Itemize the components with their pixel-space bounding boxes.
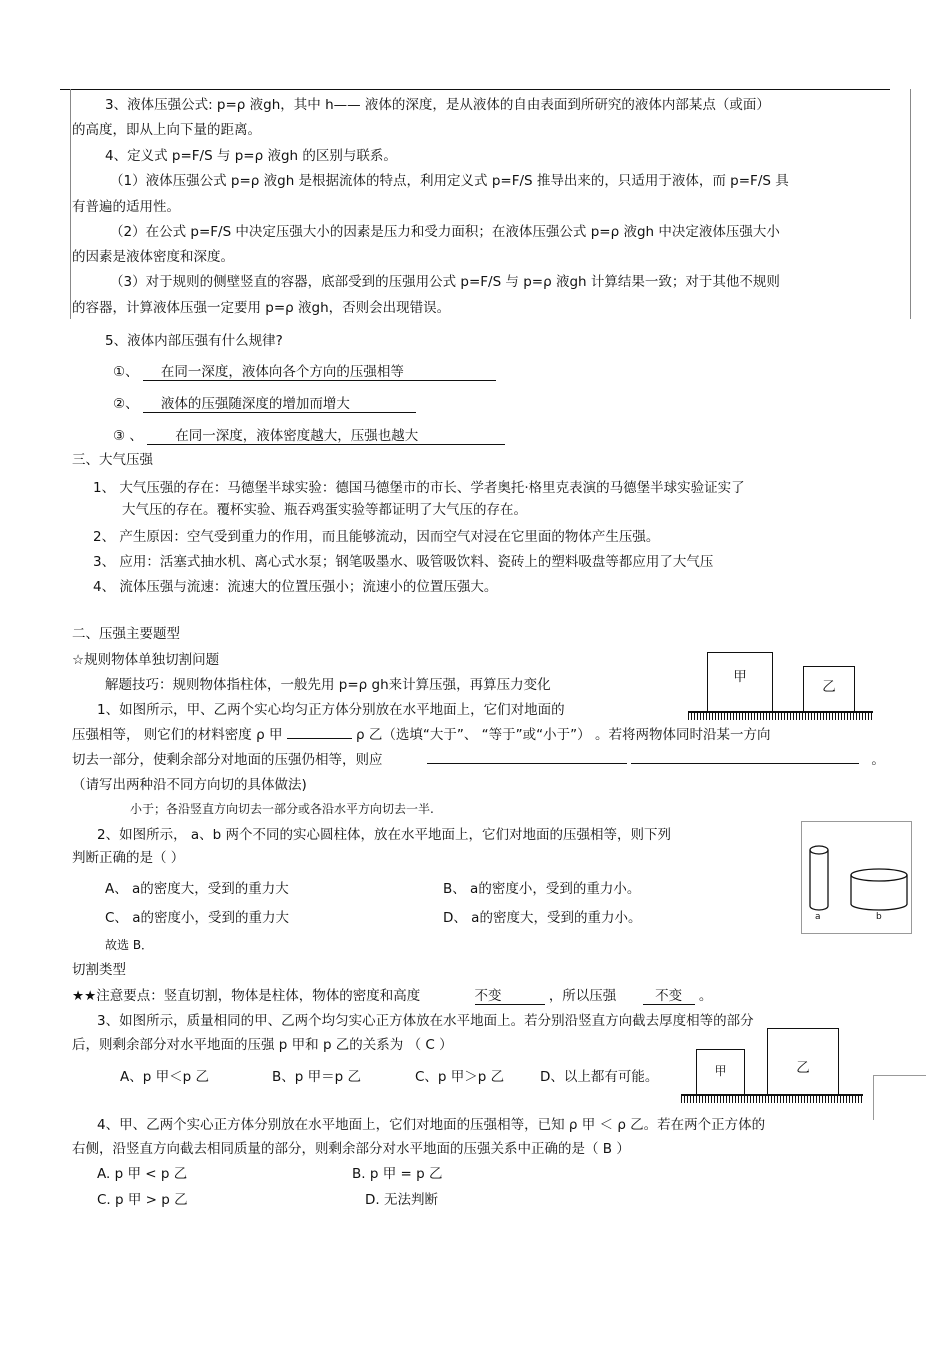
s3-line1: 3、液体压强公式: p=ρ 液gh，其中 h—— 液体的深度，是从液体的自由表面到所研究的液体内部某点（或面） (105, 97, 770, 113)
s3-line4: （1）液体压强公式 p=ρ 液gh 是根据流体的特点，利用定义式 p=F/S 推导出来的，只适用于液体，而 p=F/S 具 (110, 173, 789, 189)
s5-rule2 (113, 395, 416, 413)
q1-blank-method1[interactable] (427, 763, 627, 764)
q3-option-b: B、p 甲＝p 乙 (272, 1069, 361, 1085)
q1-line2-pre: 压强相等， 则它们的材料密度 ρ 甲 (72, 727, 283, 743)
q1-answer: 小于；各沿竖直方向切去一部分或各沿水平方向切去一半. (130, 802, 434, 816)
note-line (72, 987, 712, 1005)
s3-line8: （3）对于规则的侧壁竖直的容器，底部受到的压强用公式 p=F/S 与 p=ρ 液gh 计算结果一致；对于其他不规则 (110, 274, 780, 290)
q3-option-d: D、以上都有可能。 (540, 1069, 659, 1085)
note-mid: ，所以压强 (548, 988, 617, 1004)
frame-left (70, 89, 71, 319)
fig3-block-yi: 乙 (767, 1028, 839, 1095)
s5-title: 5、液体内部压强有什么规律? (105, 333, 283, 349)
q3-line1: 3、如图所示，质量相同的甲、乙两个均匀实心正方体放在水平地面上。若分别沿竖直方向截去厚度相等的部分 (97, 1013, 754, 1029)
q1-line3 (72, 751, 885, 769)
atm-item1a: 1、 大气压强的存在：马德堡半球实验：德国马德堡市的市长、学者奥托·格里克表演的马德堡半球实验证实了 (93, 480, 745, 496)
s3-line6: （2）在公式 p=F/S 中决定压强大小的因素是压力和受力面积；在液体压强公式 p=ρ 液gh 中决定液体压强大小 (110, 224, 780, 240)
s5-rule1-answer: 在同一深度，液体向各个方向的压强相等 (143, 364, 496, 381)
fig1-ground (688, 711, 873, 720)
q2-option-a: A、 a的密度大，受到的重力大 (105, 881, 289, 897)
top-rule (60, 89, 890, 90)
s5-rule3 (113, 427, 505, 445)
q1-line4: （请写出两种沿不同方向切的具体做法) (72, 777, 307, 793)
note-answer1: 不变 (475, 988, 545, 1005)
types-subtitle: ☆规则物体单独切割问题 (72, 652, 220, 668)
fig3-block-jia: 甲 (696, 1049, 745, 1095)
atm-item1b: 大气压的存在。覆杯实验、瓶吞鸡蛋实验等都证明了大气压的存在。 (122, 502, 527, 518)
note-pre: ★★注意要点：竖直切割，物体是柱体，物体的密度和高度 (72, 988, 421, 1004)
fig2-label-b: b (876, 912, 882, 922)
q4-line1: 4、甲、乙两个实心正方体分别放在水平地面上，它们对地面的压强相等，已知 ρ 甲 ＜ ρ 乙。若在两个正方体的 (97, 1117, 766, 1133)
q2-option-c: C、 a的密度小，受到的重力大 (105, 910, 289, 926)
q4-option-c: C. p 甲 > p 乙 (97, 1192, 188, 1208)
q4-line2: 右侧，沿竖直方向截去相同质量的部分，则剩余部分对水平地面的压强关系中正确的是（ B ） (72, 1141, 630, 1157)
q2-option-d: D、 a的密度大，受到的重力小。 (443, 910, 642, 926)
s3-line2: 的高度，即从上向下量的距离。 (72, 122, 261, 138)
frame-right (910, 89, 911, 319)
q4-option-d: D. 无法判断 (365, 1192, 438, 1208)
q2-option-b: B、 a的密度小，受到的重力小。 (443, 881, 641, 897)
q4-option-a: A. p 甲 < p 乙 (97, 1166, 188, 1182)
fig3-ground (681, 1094, 863, 1103)
q4-option-b: B. p 甲 = p 乙 (352, 1166, 443, 1182)
s5-rule2-num: ②、 (113, 396, 139, 412)
note-answer2: 不变 (643, 988, 695, 1005)
q1-line3-pre: 切去一部分，使剩余部分对地面的压强仍相等，则应 (72, 752, 383, 768)
s5-rule3-answer: 在同一深度，液体密度越大，压强也越大 (147, 428, 505, 445)
corner-box (873, 1075, 926, 1120)
q1-line2 (72, 726, 770, 744)
cut-type-title: 切割类型 (72, 962, 126, 978)
s3-line9: 的容器，计算液体压强一定要用 p=ρ 液gh，否则会出现错误。 (72, 300, 451, 316)
q2-line1: 2、如图所示， a、b 两个不同的实心圆柱体，放在水平地面上，它们对地面的压强相等，则下列 (97, 827, 672, 843)
q3-option-a: A、p 甲＜p 乙 (120, 1069, 209, 1085)
types-tip: 解题技巧：规则物体指柱体，一般先用 p=ρ gh来计算压强，再算压力变化 (105, 677, 551, 693)
q1-line1: 1、如图所示，甲、乙两个实心均匀正方体分别放在水平地面上，它们对地面的 (97, 702, 565, 718)
atm-item2: 2、 产生原因：空气受到重力的作用，而且能够流动，因而空气对浸在它里面的物体产生压强。 (93, 529, 660, 545)
q2-answer: 故选 B． (105, 938, 154, 952)
s5-rule1 (113, 363, 496, 381)
types-title: 二、压强主要题型 (72, 626, 180, 642)
q3-line2: 后，则剩余部分对水平地面的压强 p 甲和 p 乙的关系为 （ C ） (72, 1037, 453, 1053)
s3-line3: 4、定义式 p=F/S 与 p=ρ 液gh 的区别与联系。 (105, 148, 397, 164)
q1-blank-method2[interactable] (631, 763, 859, 764)
note-end: 。 (698, 988, 713, 1004)
atm-item4: 4、 流体压强与流速：流速大的位置压强小；流速小的位置压强大。 (93, 579, 498, 595)
s5-rule2-answer: 液体的压强随深度的增加而增大 (143, 396, 416, 413)
atm-item3: 3、 应用：活塞式抽水机、离心式水泵；钢笔吸墨水、吸管吸饮料、瓷砖上的塑料吸盘等都应用了大气压 (93, 554, 714, 570)
s3-line7: 的因素是液体密度和深度。 (72, 249, 234, 265)
fig2-label-a: a (815, 912, 821, 922)
atm-title: 三、大气压强 (72, 452, 153, 468)
fig1-block-jia: 甲 (707, 652, 773, 712)
s5-rule3-num: ③ 、 (113, 428, 143, 444)
fig1-block-yi: 乙 (803, 666, 855, 712)
s5-rule1-num: ①、 (113, 364, 139, 380)
q1-blank-density[interactable] (287, 738, 352, 739)
q1-line2-mid: ρ 乙（选填“大于”、 “等于”或“小于”） 。若将两物体同时沿某一方向 (356, 727, 771, 743)
s3-line5: 有普遍的适用性。 (72, 199, 180, 215)
q3-option-c: C、p 甲＞p 乙 (415, 1069, 505, 1085)
q1-line3-end: 。 (871, 752, 885, 768)
q2-line2: 判断正确的是（ ） (72, 850, 185, 866)
fig2-frame (801, 821, 912, 934)
